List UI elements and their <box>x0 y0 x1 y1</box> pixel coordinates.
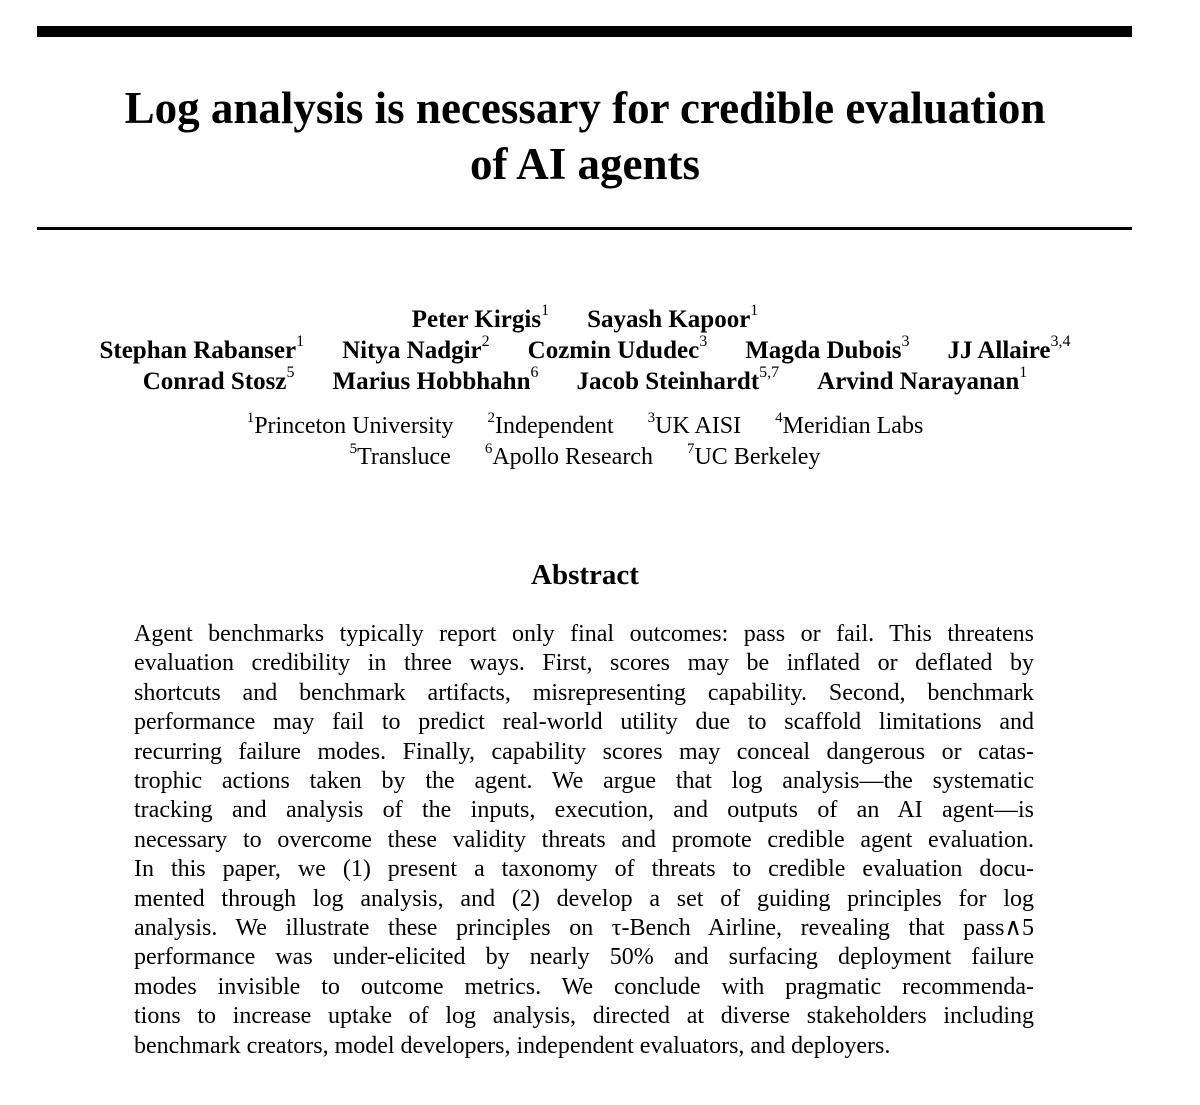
author-affiliation-mark: 1 <box>296 332 305 350</box>
affiliation <box>485 442 653 473</box>
author-row <box>0 363 1170 397</box>
author <box>411 301 550 335</box>
affiliation-mark: 3 <box>647 410 656 426</box>
abstract-line: tracking and analysis of the inputs, execution, and outputs of an AI agent—is <box>134 797 1034 824</box>
author-name: Marius Hobbhahn <box>332 368 531 395</box>
author <box>527 332 708 366</box>
author-name: Sayash Kapoor <box>587 306 751 333</box>
affiliation-name: Transluce <box>357 444 451 470</box>
affiliation <box>488 411 614 442</box>
abstract-body <box>134 620 1034 1061</box>
author <box>587 301 759 335</box>
affiliation-row <box>0 411 1170 442</box>
affiliation <box>350 442 451 473</box>
affiliation-name: UC Berkeley <box>694 444 821 470</box>
abstract-line: tions to increase uptake of log analysis, directed at diverse stakeholders including <box>134 1003 1034 1030</box>
affiliation-mark: 4 <box>775 410 783 426</box>
abstract-heading: Abstract <box>531 559 639 591</box>
author-name: Conrad Stosz <box>142 368 287 395</box>
abstract-line: In this paper, we (1) present a taxonomy of threats to credible evaluation docu- <box>134 856 1034 883</box>
abstract-line: shortcuts and benchmark artifacts, misrepresenting capability. Second, benchmark <box>134 679 1034 706</box>
affiliation-name: Independent <box>495 413 614 439</box>
abstract-line: performance was under-elicited by nearly 50% and surfacing deployment failure <box>134 944 1034 971</box>
author <box>576 363 780 397</box>
author-name: Nitya Nadgir <box>342 337 482 364</box>
title-bottom-rule <box>37 227 1132 230</box>
abstract-line: necessary to overcome these validity threats and promote credible agent evaluation. <box>134 826 1034 853</box>
affiliation-name: UK AISI <box>655 413 742 439</box>
affiliation-mark: 1 <box>246 410 255 426</box>
author-name: Magda Dubois <box>745 337 902 364</box>
author-row <box>0 301 1170 335</box>
affiliation-row <box>0 442 1170 473</box>
abstract-line: recurring failure modes. Finally, capability scores may conceal dangerous or catas- <box>134 738 1034 765</box>
author <box>99 332 305 366</box>
abstract-line: Agent benchmarks typically report only final outcomes: pass or fail. This threatens <box>134 621 1034 647</box>
author <box>947 332 1071 366</box>
abstract-line: modes invisible to outcome metrics. We conclude with pragmatic recommenda- <box>134 973 1034 1000</box>
author-list <box>0 301 1170 397</box>
affiliation <box>775 411 923 442</box>
author-affiliation-mark: 2 <box>481 332 490 350</box>
affiliation-name: Apollo Research <box>492 444 653 470</box>
affiliation <box>687 442 820 473</box>
abstract-line: evaluation credibility in three ways. First, scores may be inflated or deflated by <box>134 650 1034 677</box>
author-affiliation-mark: 1 <box>541 301 550 319</box>
title-line: of AI agents <box>469 139 700 189</box>
author <box>342 332 490 366</box>
affiliation <box>648 411 742 442</box>
affiliation-mark: 7 <box>686 441 695 457</box>
author-name: Stephan Rabanser <box>99 337 297 364</box>
abstract-line: trophic actions taken by the agent. We argue that log analysis—the systematic <box>134 768 1034 795</box>
author <box>745 332 910 366</box>
author-name: Cozmin Ududec <box>527 337 700 364</box>
affiliation-mark: 6 <box>484 441 493 457</box>
author-name: JJ Allaire <box>947 337 1051 364</box>
affiliation-name: Meridian Labs <box>782 413 924 439</box>
author-affiliation-mark: 6 <box>530 363 539 381</box>
author-affiliation-mark: 1 <box>750 301 759 319</box>
author-affiliation-mark: 3 <box>699 332 708 350</box>
author <box>332 363 539 397</box>
author-row <box>0 332 1170 366</box>
paper-title <box>0 80 1170 192</box>
author <box>142 363 295 397</box>
title-line: Log analysis is necessary for credible evaluation <box>124 83 1046 133</box>
author-name: Arvind Narayanan <box>817 368 1020 395</box>
affiliation-mark: 2 <box>487 410 496 426</box>
author-name: Peter Kirgis <box>411 306 542 333</box>
abstract-line: analysis. We illustrate these principles on τ-Bench Airline, revealing that pass∧5 <box>134 915 1034 942</box>
author <box>817 363 1028 397</box>
author-affiliation-mark: 5,7 <box>759 363 780 381</box>
affiliation-name: Princeton University <box>254 413 454 439</box>
author-affiliation-mark: 3,4 <box>1050 332 1071 350</box>
affiliation-mark: 5 <box>349 441 358 457</box>
author-affiliation-mark: 5 <box>286 363 295 381</box>
abstract-line: mented through log analysis, and (2) develop a set of guiding principles for log <box>134 885 1034 912</box>
top-rule <box>37 26 1132 37</box>
author-name: Jacob Steinhardt <box>576 368 760 395</box>
abstract-line: performance may fail to predict real-world utility due to scaffold limitations and <box>134 709 1034 736</box>
abstract-line: benchmark creators, model developers, independent evaluators, and deployers. <box>134 1032 891 1059</box>
affiliation-list <box>0 411 1170 473</box>
author-affiliation-mark: 1 <box>1019 363 1028 381</box>
author-affiliation-mark: 3 <box>901 332 910 350</box>
affiliation <box>247 411 454 442</box>
